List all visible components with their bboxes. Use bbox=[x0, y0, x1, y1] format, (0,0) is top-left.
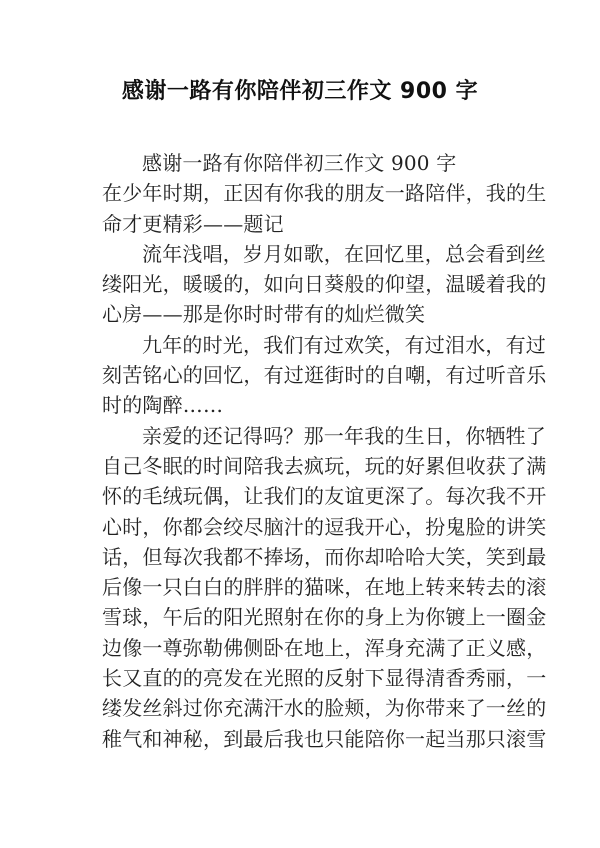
paragraph-line: 后像一只白白的胖胖的猫咪，在地上转来转去的滚 bbox=[102, 575, 547, 600]
paragraph-line: 长又直的的亮发在光照的反射下显得清香秀丽，一 bbox=[102, 666, 547, 691]
paragraph-line: 心房——那是你时时带有的灿烂微笑 bbox=[102, 302, 426, 327]
document-body bbox=[102, 148, 547, 754]
paragraph-line: 话，但每次我都不捧场，而你却哈哈大笑，笑到最 bbox=[102, 544, 547, 569]
paragraph-line: 亲爱的还记得吗？那一年我的生日，你牺牲了 bbox=[142, 423, 546, 448]
paragraph-line: 稚气和神秘，到最后我也只能陪你一起当那只滚雪 bbox=[102, 726, 547, 751]
epigraph-line: 在少年时期，正因有你我的朋友一路陪伴，我的生 bbox=[102, 181, 547, 206]
paragraph-line: 缕阳光，暖暖的，如向日葵般的仰望，温暖着我的 bbox=[102, 272, 547, 297]
paragraph-line: 边像一尊弥勒佛侧卧在地上，浑身充满了正义感， bbox=[102, 635, 547, 660]
paragraph-line: 刻苦铭心的回忆，有过逛街时的自嘲，有过听音乐 bbox=[102, 363, 547, 388]
paragraph-line: 雪球，午后的阳光照射在你的身上为你镀上一圈金 bbox=[102, 605, 547, 630]
document-title: 感谢一路有你陪伴初三作文 900 字 bbox=[121, 79, 479, 104]
paragraph-line: 流年浅唱，岁月如歌，在回忆里，总会看到丝 bbox=[142, 241, 546, 266]
paragraph-line: 自己冬眠的时间陪我去疯玩，玩的好累但收获了满 bbox=[102, 453, 547, 478]
paragraph-line: 缕发丝斜过你充满汗水的脸颊，为你带来了一丝的 bbox=[102, 696, 547, 721]
paragraph-line: 时的陶醉…… bbox=[102, 393, 224, 418]
paragraph-line: 怀的毛绒玩偶，让我们的友谊更深了。每次我不开 bbox=[102, 484, 547, 509]
paragraph-line: 心时，你都会绞尽脑汁的逗我开心，扮鬼脸的讲笑 bbox=[102, 514, 547, 539]
subtitle-line: 感谢一路有你陪伴初三作文 900 字 bbox=[142, 151, 457, 175]
epigraph-line: 命才更精彩——题记 bbox=[102, 211, 284, 236]
paragraph-line: 九年的时光，我们有过欢笑，有过泪水，有过 bbox=[142, 332, 546, 357]
